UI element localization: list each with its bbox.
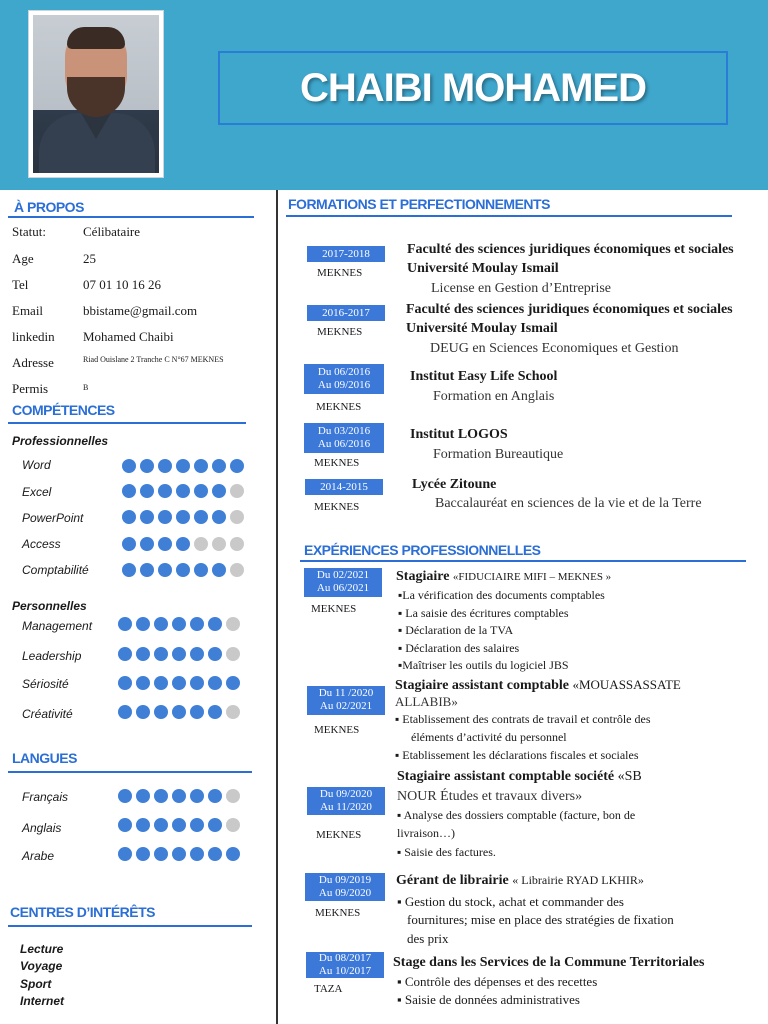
rating-dot-empty [212,537,226,551]
rating-dot-filled [194,510,208,524]
rating-dot-filled [172,789,186,803]
formation-title-line2: Université Moulay Ismail [406,321,558,336]
formation-degree: Baccalauréat en sciences de la vie et de la Terre [435,496,702,511]
date-to: Au 02/2021 [319,700,373,712]
date-badge [306,952,384,978]
rating-dot-filled [118,647,132,661]
about-value[interactable]: bbistame@gmail.com [83,303,198,318]
rating-dot-filled [154,705,168,719]
rating-dot-filled [154,647,168,661]
rating-dot-filled [118,847,132,861]
skill-name: Comptabilité [22,563,89,577]
rating-dot-filled [136,789,150,803]
experience-title [396,873,644,889]
rating-dot-empty [226,705,240,719]
date-to: Au 06/2021 [316,582,370,594]
rating-dot-filled [208,705,222,719]
rating-dot-filled [212,563,226,577]
interest-item: Sport [20,977,52,991]
date-from: Du 09/2020 [319,788,373,800]
experience-company: «MOUASSASSATE [572,677,681,692]
language-rating [118,818,240,832]
experience-role: Stagiaire assistant comptable société [397,769,615,784]
experience-bullet: ▪ Contrôle des dépenses et des recettes [397,974,598,989]
rating-dot-filled [154,617,168,631]
formation-degree: License en Gestion d’Entreprise [431,281,611,296]
about-title: À PROPOS [14,199,84,215]
skill-rating [118,705,240,719]
experience-title [395,677,681,694]
rating-dot-filled [176,563,190,577]
city-label: MEKNES [317,326,363,338]
rating-dot-empty [230,537,244,551]
about-label: Permis [12,381,49,396]
experience-company: « Librairie RYAD LKHIR» [512,873,644,887]
skill-name: Word [22,458,51,472]
date-badge: 2017-2018 [307,246,385,262]
skill-rating [122,459,244,473]
experience-title [397,769,642,785]
rating-dot-filled [140,563,154,577]
interest-item: Internet [20,994,65,1008]
rating-dot-filled [140,537,154,551]
rating-dot-empty [230,563,244,577]
city-label: TAZA [314,983,343,995]
interets-line [8,925,252,927]
experience-bullet: livraison…) [397,826,455,840]
skill-name: Excel [22,485,52,499]
date-to: Au 09/2020 [318,887,372,899]
rating-dot-filled [172,647,186,661]
rating-dot-filled [136,818,150,832]
experience-bullet: éléments d’activité du personnel [411,730,567,744]
date-to: Au 11/2020 [320,801,372,813]
rating-dot-empty [226,647,240,661]
rating-dot-filled [208,847,222,861]
interest-item: Lecture [20,942,64,956]
rating-dot-filled [118,676,132,690]
skill-name: Management [22,619,93,633]
rating-dot-filled [118,705,132,719]
experience-role: Stagiaire [396,569,450,584]
rating-dot-filled [172,617,186,631]
rating-dot-filled [136,705,150,719]
date-from: Du 11 /2020 [318,687,374,699]
city-label: MEKNES [317,267,363,279]
date-badge: 2016-2017 [307,305,385,321]
rating-dot-empty [230,484,244,498]
experience-bullet: ▪ Etablissement des contrats de travail et contrôle des [395,712,651,726]
skill-name: Access [22,537,61,551]
about-value[interactable]: Mohamed Chaibi [83,329,174,344]
rating-dot-filled [172,847,186,861]
rating-dot-filled [154,847,168,861]
formation-title: Faculté des sciences juridiques économiques et sociales [407,242,734,257]
experience-role: Stagiaire assistant comptable [395,678,569,693]
city-label: MEKNES [314,501,360,513]
experience-title: Stage dans les Services de la Commune Territoriales [393,955,705,970]
rating-dot-filled [212,459,226,473]
rating-dot-filled [140,459,154,473]
date-badge [305,873,385,901]
date-to: Au 06/2016 [317,438,371,450]
rating-dot-filled [208,617,222,631]
rating-dot-filled [226,676,240,690]
rating-dot-filled [118,789,132,803]
rating-dot-filled [118,818,132,832]
skill-name: PowerPoint [22,511,84,525]
skill-rating [122,510,244,524]
rating-dot-filled [122,537,136,551]
city-label: MEKNES [314,457,360,469]
rating-dot-filled [122,459,136,473]
rating-dot-filled [190,647,204,661]
rating-dot-empty [230,510,244,524]
formation-degree: DEUG en Sciences Economiques et Gestion [430,341,679,356]
skill-name: Sériosité [22,677,69,691]
rating-dot-filled [212,484,226,498]
rating-dot-filled [190,617,204,631]
rating-dot-filled [172,705,186,719]
langues-line [8,771,252,773]
rating-dot-filled [208,676,222,690]
about-label: Statut: [12,224,46,239]
experience-bullet: ▪ Analyse des dossiers comptable (facture, bon de [397,808,636,822]
date-badge [307,686,385,715]
experience-bullet: ▪ Gestion du stock, achat et commander des [397,894,624,909]
rating-dot-filled [190,676,204,690]
about-value: Célibataire [83,224,141,239]
profile-photo [28,10,164,178]
competences-title: COMPÉTENCES [12,402,115,418]
rating-dot-filled [140,484,154,498]
city-label: MEKNES [311,603,357,615]
skill-rating [118,676,240,690]
date-from: Du 08/2017 [318,952,372,964]
rating-dot-filled [122,510,136,524]
interets-title: CENTRES D’INTÉRÊTS [10,904,156,920]
date-badge: 2014-2015 [305,479,383,495]
date-from: Du 03/2016 [317,425,371,437]
formations-line [286,215,732,217]
rating-dot-filled [172,676,186,690]
about-label: Tel [12,277,29,292]
experience-bullet: ▪Maîtriser les outils du logiciel JBS [398,658,569,672]
rating-dot-filled [190,818,204,832]
language-name: Arabe [22,849,55,863]
about-label: linkedin [12,329,55,344]
rating-dot-filled [176,459,190,473]
rating-dot-filled [194,484,208,498]
competences-line [8,422,246,424]
rating-dot-filled [190,705,204,719]
date-badge [304,568,382,597]
person-name: CHAIBI MOHAMED [300,65,646,110]
skill-rating [118,617,240,631]
experience-bullet: ▪ Déclaration des salaires [398,641,520,655]
rating-dot-filled [154,676,168,690]
experience-role: Gérant de librairie [396,873,509,888]
rating-dot-filled [190,847,204,861]
about-line [8,216,254,218]
date-badge [304,423,384,453]
experience-bullet: ▪ Saisie des factures. [397,845,496,859]
about-label: Age [12,251,34,266]
rating-dot-filled [122,563,136,577]
rating-dot-filled [208,789,222,803]
rating-dot-filled [158,510,172,524]
formation-title: Lycée Zitoune [412,477,497,492]
rating-dot-filled [230,459,244,473]
date-to: Au 10/2017 [318,965,372,977]
rating-dot-filled [136,847,150,861]
date-badge [304,364,384,394]
experience-title [396,569,611,585]
rating-dot-filled [212,510,226,524]
rating-dot-filled [154,789,168,803]
date-badge [307,787,385,815]
rating-dot-filled [158,459,172,473]
date-from: Du 02/2021 [316,569,370,581]
skill-rating [122,484,244,498]
skill-name: Leadership [22,649,82,663]
experiences-title: EXPÉRIENCES PROFESSIONNELLES [304,542,541,558]
interest-item: Voyage [20,959,63,973]
formation-title: Institut LOGOS [410,427,508,442]
rating-dot-filled [158,563,172,577]
language-name: Français [22,790,69,804]
rating-dot-empty [226,789,240,803]
experience-company-line2: NOUR Études et travaux divers» [397,789,583,804]
langues-title: LANGUES [12,750,77,766]
rating-dot-filled [172,818,186,832]
about-label: Email [12,303,44,318]
experience-bullet: fournitures; mise en place des stratégies de fixation [407,912,674,927]
rating-dot-filled [136,676,150,690]
experience-company-line2: ALLABIB» [395,694,458,709]
city-label: MEKNES [315,907,361,919]
rating-dot-empty [226,617,240,631]
experiences-line [300,560,746,562]
rating-dot-filled [118,617,132,631]
about-value: 07 01 10 16 26 [83,277,161,292]
pro-skills-title: Professionnelles [12,434,109,448]
date-from: Du 06/2016 [317,366,371,378]
column-divider [276,190,278,1024]
skill-rating [118,647,240,661]
rating-dot-filled [158,537,172,551]
city-label: MEKNES [316,829,362,841]
rating-dot-filled [194,459,208,473]
experience-bullet: ▪ La saisie des écritures comptables [398,606,569,620]
experience-company: «FIDUCIAIRE MIFI – MEKNES » [452,571,612,583]
date-from: Du 09/2019 [318,874,372,886]
experience-bullet: ▪ Déclaration de la TVA [398,623,514,637]
about-value: 25 [83,251,96,266]
rating-dot-filled [154,818,168,832]
formations-title: FORMATIONS ET PERFECTIONNEMENTS [288,196,550,212]
rating-dot-filled [190,789,204,803]
skill-rating [122,537,244,551]
experience-bullet: ▪ Saisie de données administratives [397,992,580,1007]
rating-dot-filled [176,537,190,551]
rating-dot-filled [136,617,150,631]
language-rating [118,847,240,861]
formation-title: Institut Easy Life School [410,369,558,384]
about-value: B [83,383,89,392]
language-name: Anglais [22,821,62,835]
skill-rating [122,563,244,577]
name-box [218,51,728,125]
rating-dot-filled [194,563,208,577]
formation-title-line2: Université Moulay Ismail [407,261,559,276]
rating-dot-filled [176,510,190,524]
experience-company: «SB [617,769,642,784]
about-label: Adresse [12,355,54,370]
formation-degree: Formation Bureautique [433,447,564,462]
formation-title: Faculté des sciences juridiques économiques et sociales [406,302,733,317]
formation-degree: Formation en Anglais [433,389,555,404]
rating-dot-filled [158,484,172,498]
experience-bullet: des prix [407,931,449,946]
rating-dot-empty [194,537,208,551]
rating-dot-filled [140,510,154,524]
language-rating [118,789,240,803]
rating-dot-filled [136,647,150,661]
rating-dot-filled [208,647,222,661]
rating-dot-filled [208,818,222,832]
rating-dot-filled [122,484,136,498]
about-value: Riad Ouislane 2 Tranche C N°67 MEKNES [83,355,224,364]
city-label: MEKNES [314,724,360,736]
experience-bullet: ▪ Etablissement les déclarations fiscales et sociales [395,748,639,762]
experience-bullet: ▪La vérification des documents comptables [398,588,605,602]
rating-dot-empty [226,818,240,832]
skill-name: Créativité [22,707,73,721]
city-label: MEKNES [316,401,362,413]
date-to: Au 09/2016 [317,379,371,391]
perso-skills-title: Personnelles [12,599,87,613]
rating-dot-filled [226,847,240,861]
rating-dot-filled [176,484,190,498]
